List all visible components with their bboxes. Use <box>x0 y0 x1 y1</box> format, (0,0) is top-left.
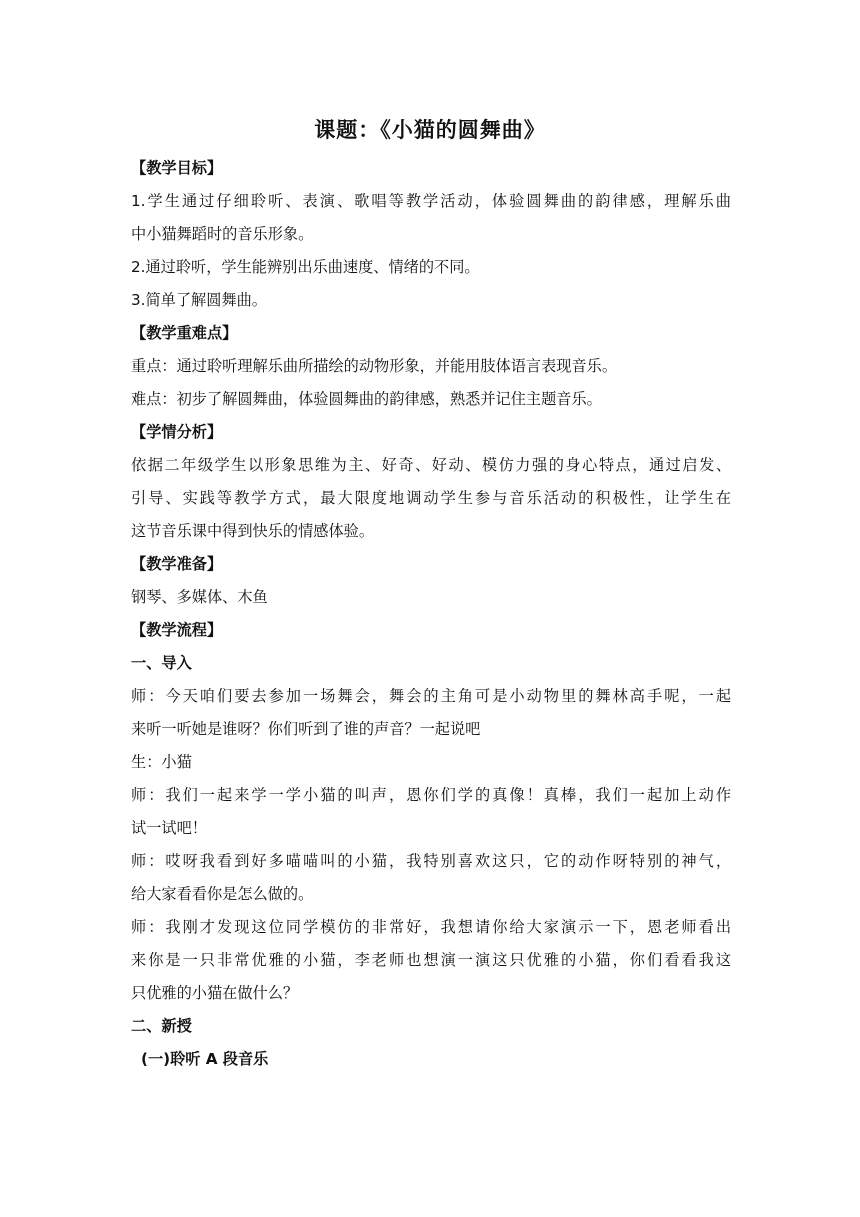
dialogue-1-line-1: 师：今天咱们要去参加一场舞会，舞会的主角可是小动物里的舞林高手呢，一起 <box>131 687 731 705</box>
dialogue-3-line-1: 师：我们一起来学一学小猫的叫声，恩你们学的真像！真棒，我们一起加上动作 <box>131 786 731 804</box>
dialogue-1-line-2: 来听一听她是谁呀？你们听到了谁的声音？一起说吧 <box>131 720 481 738</box>
dialogue-2: 生：小猫 <box>131 753 192 771</box>
analysis-line-1: 依据二年级学生以形象思维为主、好奇、好动、模仿力强的身心特点，通过启发、 <box>131 456 731 474</box>
dialogue-4-line-2: 给大家看看你是怎么做的。 <box>131 885 314 903</box>
document-body <box>131 152 731 1076</box>
analysis-heading: 【学情分析】 <box>131 423 223 441</box>
key-point-difficulty: 难点：初步了解圆舞曲，体验圆舞曲的韵律感，熟悉并记住主题音乐。 <box>131 390 602 408</box>
dialogue-5-line-2: 来你是一只非常优雅的小猫，李老师也想演一演这只优雅的小猫，你们看看我这 <box>131 951 731 969</box>
objective-1-line-2: 中小猫舞蹈时的音乐形象。 <box>131 225 314 243</box>
objective-1-line-1: 1.学生通过仔细聆听、表演、歌唱等教学活动，体验圆舞曲的韵律感，理解乐曲 <box>131 192 731 210</box>
objectives-heading: 【教学目标】 <box>131 159 223 177</box>
analysis-line-2: 引导、实践等教学方式，最大限度地调动学生参与音乐活动的积极性，让学生在 <box>131 489 731 507</box>
key-point-focus: 重点：通过聆听理解乐曲所描绘的动物形象，并能用肢体语言表现音乐。 <box>131 357 617 375</box>
subsection-listen-a-heading: (一)聆听 A 段音乐 <box>141 1050 269 1068</box>
dialogue-5-line-3: 只优雅的小猫在做什么？ <box>131 984 299 1002</box>
preparation-items: 钢琴、多媒体、木鱼 <box>131 588 268 606</box>
objective-2: 2.通过聆听，学生能辨别出乐曲速度、情绪的不同。 <box>131 258 480 276</box>
key-points-heading: 【教学重难点】 <box>131 324 238 342</box>
dialogue-5-line-1: 师：我刚才发现这位同学模仿的非常好，我想请你给大家演示一下，恩老师看出 <box>131 918 731 936</box>
objective-3: 3.简单了解圆舞曲。 <box>131 291 267 309</box>
process-heading: 【教学流程】 <box>131 621 223 639</box>
dialogue-4-line-1: 师：哎呀我看到好多喵喵叫的小猫，我特别喜欢这只，它的动作呀特别的神气， <box>131 852 731 870</box>
analysis-line-3: 这节音乐课中得到快乐的情感体验。 <box>131 522 374 540</box>
document-title: 课题：《小猫的圆舞曲》 <box>314 118 546 142</box>
preparation-heading: 【教学准备】 <box>131 555 223 573</box>
section-new-lesson-heading: 二、新授 <box>131 1017 192 1035</box>
dialogue-3-line-2: 试一试吧！ <box>131 819 207 837</box>
section-intro-heading: 一、导入 <box>131 654 192 672</box>
